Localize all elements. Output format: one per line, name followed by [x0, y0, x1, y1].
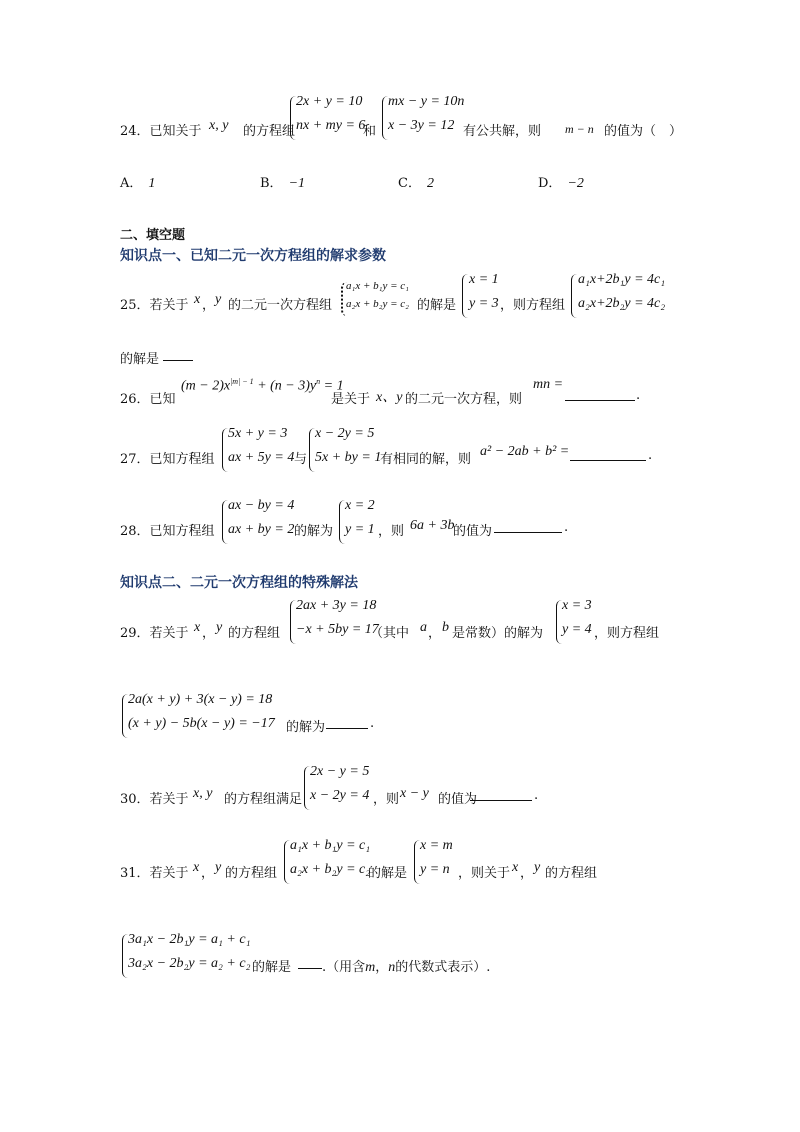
section-title-fill-in: 二、填空题 [120, 228, 186, 243]
q25-brace-sol [462, 274, 469, 318]
q28-answer-blank[interactable] [494, 520, 562, 533]
q30-answer-blank[interactable] [470, 788, 532, 801]
option-c[interactable]: C． 2 [398, 176, 434, 191]
option-d[interactable]: D． −2 [538, 176, 584, 191]
option-b[interactable]: B． −1 [260, 176, 306, 191]
q24-vars: x, y [209, 118, 229, 133]
q25-answer-blank[interactable] [163, 348, 193, 361]
q24-prefix: 24．已知关于 [120, 124, 202, 139]
q24-mid: 的方程组 [243, 124, 296, 139]
q26-answer-blank[interactable] [565, 388, 635, 401]
q26-equation: $(m - 2)x^{|m| - 1} + (n - 3)y^n = 1$ [181, 377, 344, 394]
q24-expr: m − n [565, 122, 594, 136]
q29-answer-blank[interactable] [326, 716, 368, 729]
option-a[interactable]: A． 1 [120, 176, 156, 191]
q27-answer-blank[interactable] [570, 448, 646, 461]
q25-brace-2 [571, 274, 578, 318]
q25-prefix: 25．若关于 [120, 298, 189, 313]
q24-end: 的值为（ ） [604, 124, 683, 139]
knowledge-heading-1: 知识点一、已知二元一次方程组的解求参数 [120, 248, 386, 264]
knowledge-heading-2: 知识点二、二元一次方程组的特殊解法 [120, 575, 358, 591]
q24-and: 和 [363, 124, 377, 139]
q31-answer-blank[interactable] [298, 956, 322, 969]
q24-tail: 有公共解，则 [463, 124, 542, 139]
